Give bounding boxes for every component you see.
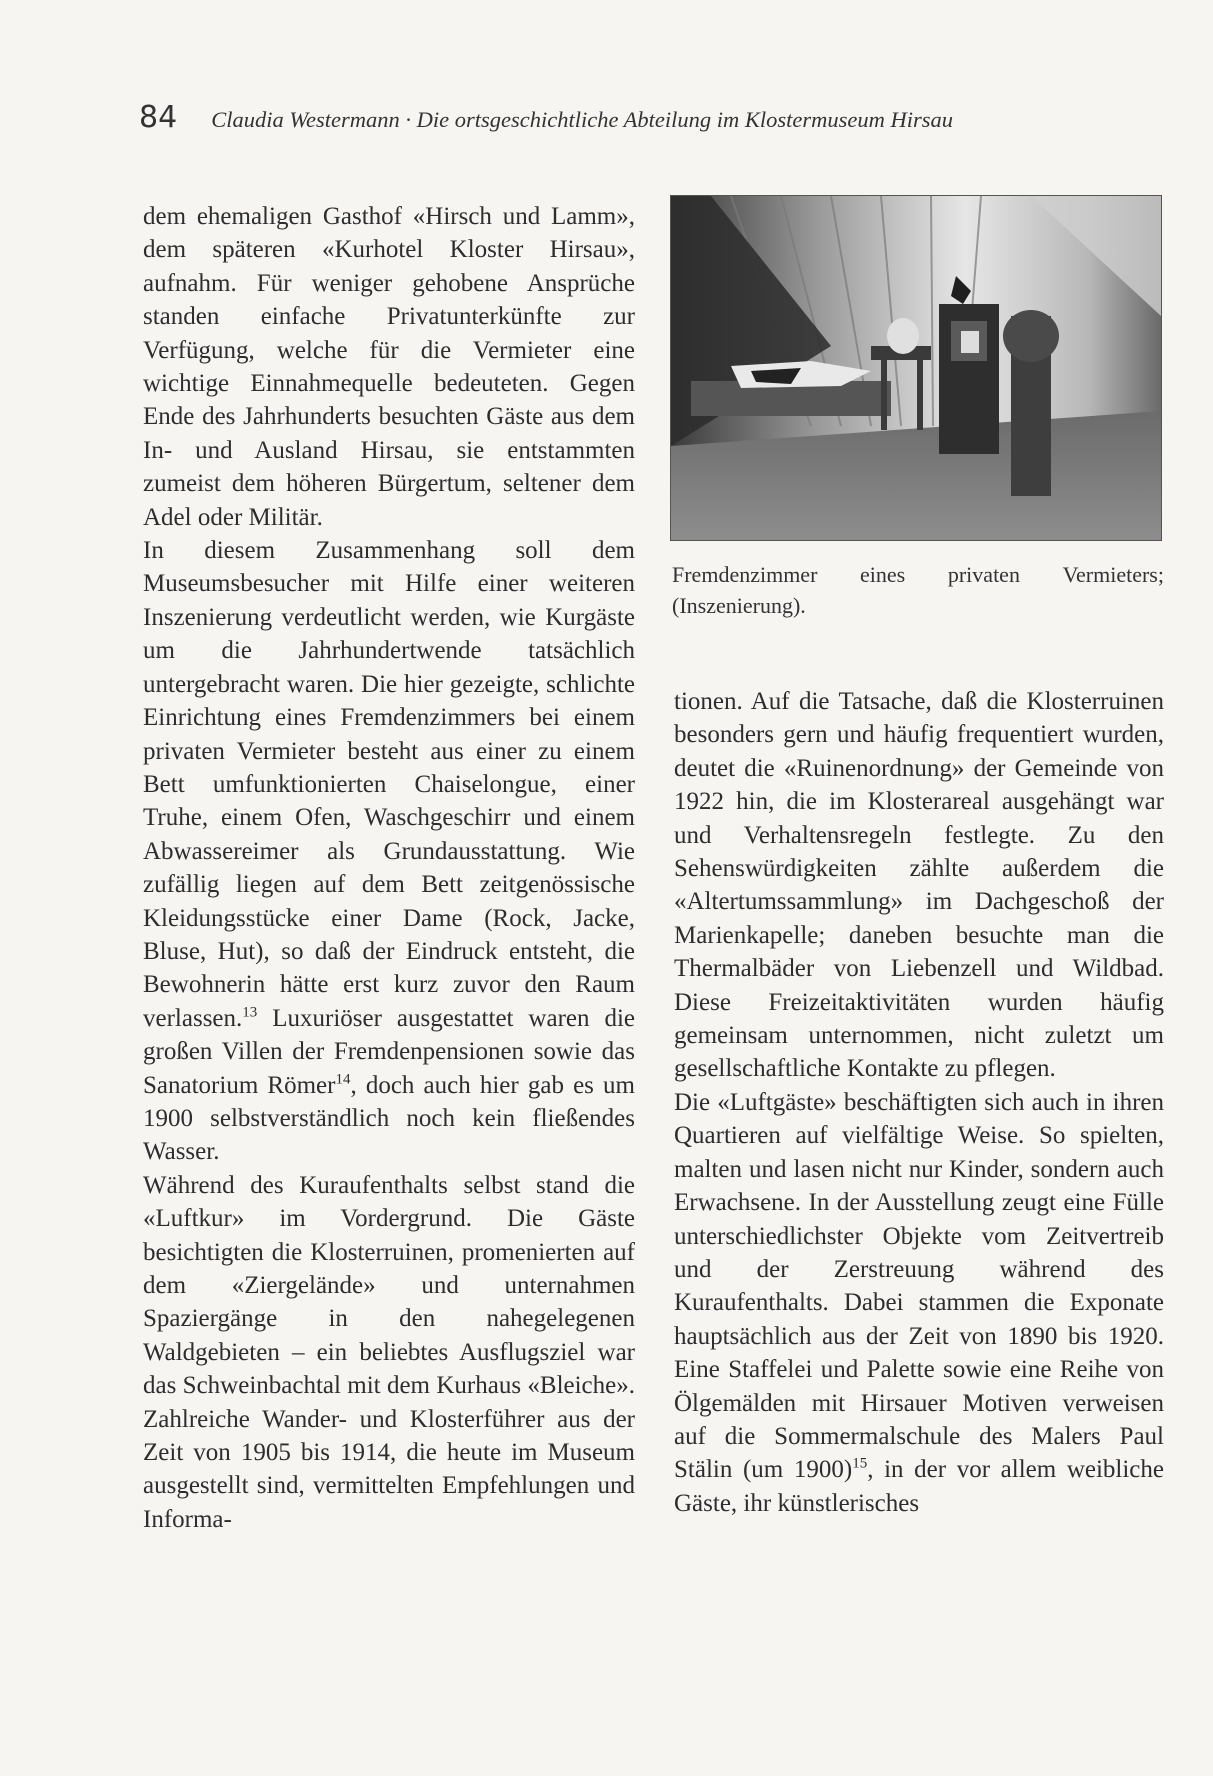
footnote-marker[interactable]: 13 xyxy=(242,1004,258,1021)
paragraph-text: In diesem Zusammenhang soll dem Museumsbesucher mit Hilfe einer weiteren Inszenierung verdeutlicht werden, wie Kurgäste um die Jahrhundertwende tatsächlich untergebracht waren. Die hier gezeigte, schlichte Einrichtung eines Fremdenzimmers bei einem privaten Vermieter besteht aus einer zu einem Bett umfunktionierten Chaiselongue, einer Truhe, einem Ofen, Waschgeschirr und einem Abwassereimer als Grundausstattung. Wie zufällig liegen auf dem Bett zeitgenössische Kleidungsstücke einer Dame (Rock, Jacke, Bluse, Hut), so daß der Eindruck entsteht, die Bewohnerin hätte erst kurz zuvor den Raum verlassen. xyxy=(143,537,635,1032)
running-header xyxy=(139,100,1079,144)
photo-figure xyxy=(670,195,1162,541)
paragraph: tionen. Auf die Tatsache, daß die Klosterruinen besonders gern und häufig frequentiert wurden, deutet die «Ruinenordnung» der Gemeinde von 1922 hin, die im Klosterareal ausgehängt war und Verhaltensregeln festlegte. Zu den Sehenswürdigkeiten zählte außerdem die «Altertumssammlung» im Dachgeschoß der Marienkapelle; daneben besuchte man die Thermalbäder von Liebenzell und Wildbad. Diese Freizeitaktivitäten wurden häufig gemeinsam unternommen, nicht zuletzt um gesellschaftliche Kontakte zu pflegen. xyxy=(674,688,1164,1083)
paragraph xyxy=(143,534,635,1169)
paragraph-text: , doch auch hier gab es um 1900 selbstverständlich noch kein fließendes Wasser. xyxy=(143,1071,635,1166)
footnote-marker[interactable]: 14 xyxy=(335,1071,351,1088)
right-column xyxy=(674,685,1164,1520)
photo-icon xyxy=(671,196,1161,540)
paragraph-text: , in der vor allem weibliche Gäste, ihr künstlerisches xyxy=(674,1456,1165,1517)
caption-word: privaten xyxy=(947,562,1020,587)
paragraph: Während des Kuraufenthalts selbst stand die «Luftkur» im Vordergrund. Die Gäste besichtigten die Klosterruinen, promenierten auf dem «Ziergelände» und unternahmen Spaziergänge in den nahegelegenen Waldgebieten – ein beliebtes Ausflugsziel war das Schweinbachtal mit dem Kurhaus «Bleiche». Zahlreiche Wander- und Klosterführer aus der Zeit von 1905 bis 1914, die heute im Museum ausgestellt sind, vermittelten Empfehlungen und Informa- xyxy=(143,1171,635,1533)
caption-word: eines xyxy=(860,562,906,587)
caption-word: Fremdenzimmer xyxy=(672,562,818,587)
paragraph: dem ehemaligen Gasthof «Hirsch und Lamm», dem späteren «Kurhotel Kloster Hirsau», aufnahm. Für weniger gehobene Ansprüche standen einfache Privatunterkünfte zur Verfügung, welche für die Vermieter eine wichtige Einnahmequelle bedeuteten. Gegen Ende des Jahrhunderts besuchten Gäste aus dem In- und Ausland Hirsau, sie entstammten zumeist dem höheren Bürgertum, seltener dem Adel oder Militär. xyxy=(143,203,635,531)
caption-line xyxy=(672,559,1164,590)
caption-word: Vermieters; xyxy=(1062,562,1164,587)
paragraph-text: Luxuriöser ausgestattet waren die großen Villen der Fremdenpensionen sowie das Sanatorium Römer xyxy=(143,1004,635,1099)
left-column xyxy=(143,200,635,1536)
footnote-marker[interactable]: 15 xyxy=(852,1456,868,1473)
paragraph xyxy=(674,1086,1164,1520)
page-number: 84 xyxy=(139,100,178,135)
paragraph-text: Die «Luftgäste» beschäftigten sich auch in ihren Quartieren auf vielfältige Weise. So spielten, malten und lasen nicht nur Kinder, sondern auch Erwachsene. In der Ausstellung zeugt eine Fülle unterschiedlichster Objekte vom Zeitvertreib und der Zerstreuung während des Kuraufenthalts. Dabei stammen die Exponate hauptsächlich aus der Zeit von 1890 bis 1920. Eine Staffelei und Palette sowie eine Reihe von Ölgemälden mit Hirsauer Motiven verweisen auf die Sommermalschule des Malers Paul Stälin (um 1900) xyxy=(674,1088,1164,1484)
figure-caption xyxy=(672,559,1164,621)
running-title: Claudia Westermann · Die ortsgeschichtliche Abteilung im Klostermuseum Hirsau xyxy=(211,107,954,132)
caption-line: (Inszenierung). xyxy=(672,593,806,618)
